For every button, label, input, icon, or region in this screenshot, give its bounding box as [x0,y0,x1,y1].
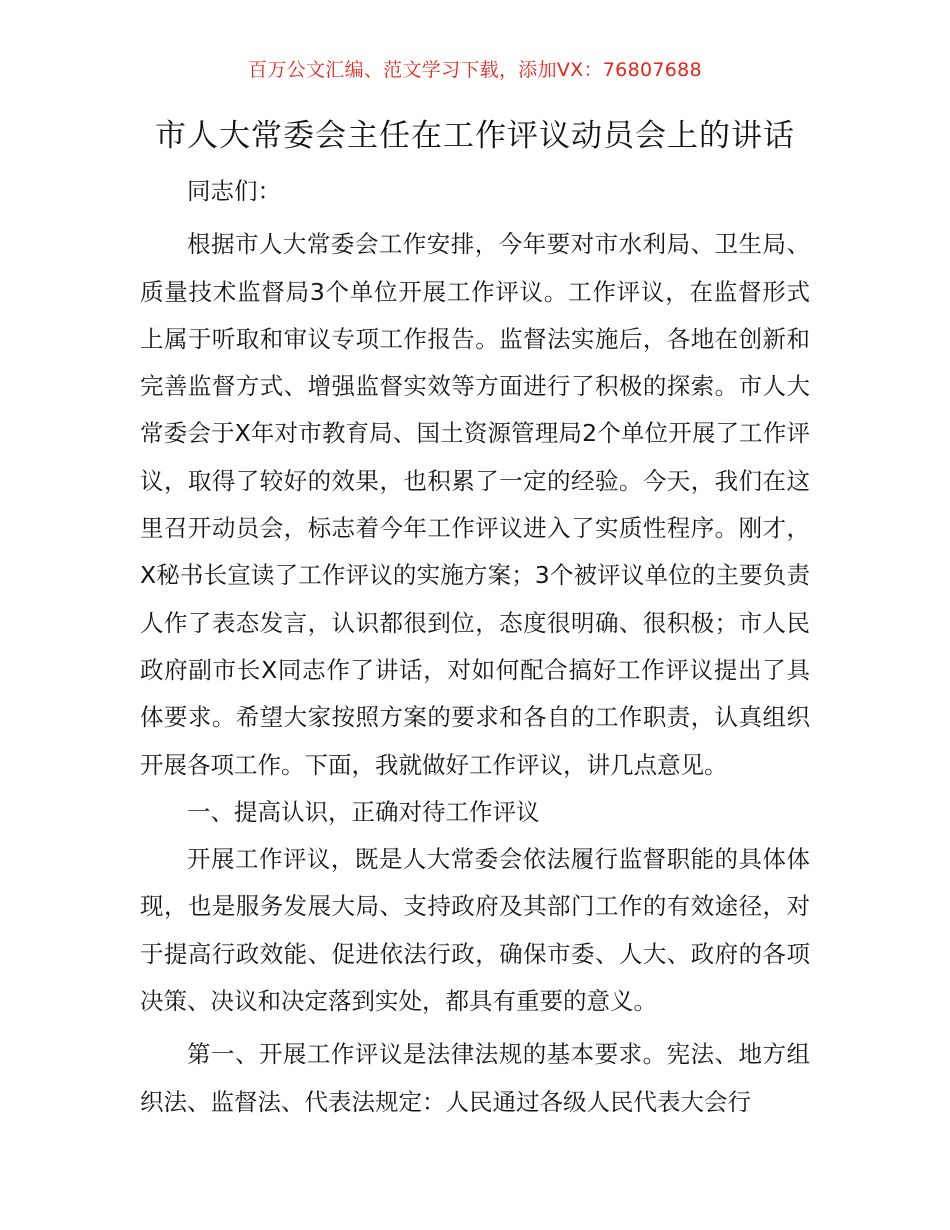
paragraph-section-1: 开展工作评议，既是人大常委会依法履行监督职能的具体体现，也是服务发展大局、支持政府及其部门工作的有效途径，对于提高行政效能、促进依法行政，确保市委、人大、政府的各项决策、决议和决定落到实处，都具有重要的意义。 [140,845,810,1016]
download-banner: 百万公文汇编、范文学习下载，添加VX：76807688 [248,59,702,81]
document-body [140,168,810,1126]
paragraph-point-1: 第一、开展工作评议是法律法规的基本要求。宪法、地方组织法、监督法、代表法规定：人民通过各级人民代表大会行 [140,1040,810,1116]
page-title: 市人大常委会主任在工作评议动员会上的讲话 [155,118,795,154]
salutation: 同志们： [187,177,281,205]
paragraph-intro: 根据市人大常委会工作安排，今年要对市水利局、卫生局、质量技术监督局3个单位开展工作评议。工作评议，在监督形式上属于听取和审议专项工作报告。监督法实施后，各地在创新和完善监督方式、增强监督实效等方面进行了积极的探索。市人大常委会于X年对市教育局、国土资源管理局2个单位开展了工作评议，取得了较好的效果，也积累了一定的经验。今天，我们在这里召开动员会，标志着今年工作评议进入了实质性程序。刚才，X秘书长宣读了工作评议的实施方案；3个被评议单位的主要负责人作了表态发言，认识都很到位，态度很明确、很积极；市人民政府副市长X同志作了讲话，对如何配合搞好工作评议提出了具体要求。希望大家按照方案的要求和各自的工作职责，认真组织开展各项工作。下面，我就做好工作评议，讲几点意见。 [140,230,810,779]
section-heading-1: 一、提高认识，正确对待工作评议 [187,797,540,826]
